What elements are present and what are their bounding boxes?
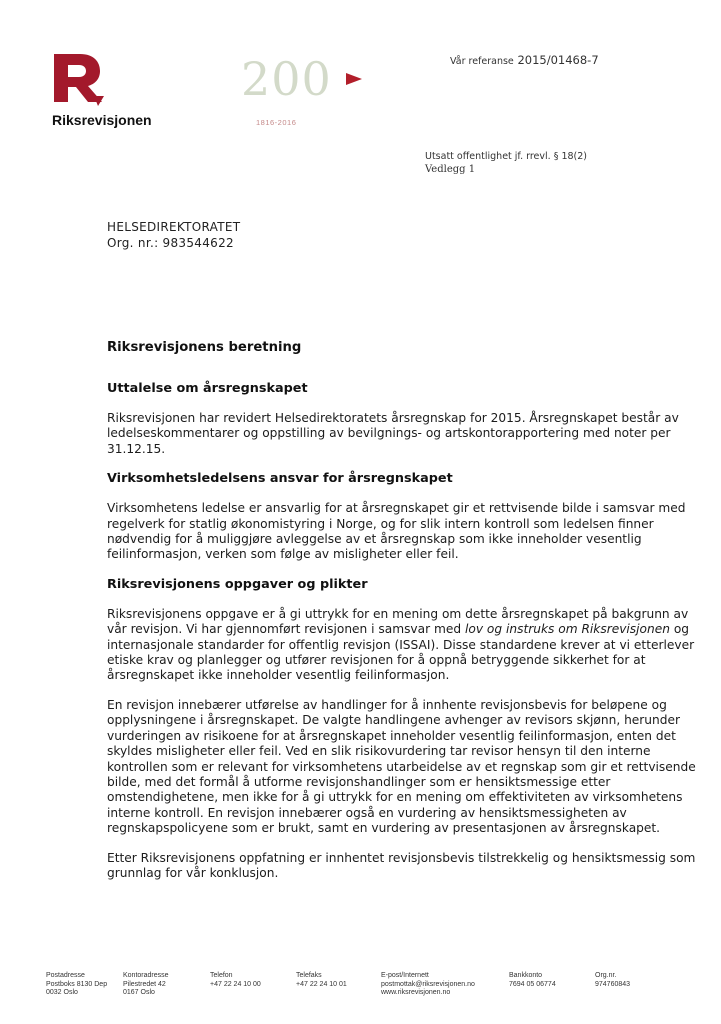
footer-phone-value: +47 22 24 10 00	[210, 980, 261, 988]
section-statement-paragraph: Riksrevisjonen har revidert Helsedirektoratets årsregnskap for 2015. Årsregnskapet består av ledelseskommentarer og oppstilling av bevilgnings- og artskontorapportering med noter per 31.12.15.	[107, 411, 679, 456]
footer-postal-label: Postadresse	[46, 972, 85, 979]
footer-org-label: Org.nr.	[595, 972, 617, 979]
anniversary-number: 200	[241, 52, 332, 106]
footer-org-value: 974760843	[595, 980, 631, 988]
recipient-org-number: Org. nr.: 983544622	[107, 236, 234, 250]
section-duties-paragraph-3: Etter Riksrevisjonens oppfatning er innhentet revisjonsbevis tilstrekkelig og hensiktsmessig som grunnlag for vår konklusjon.	[107, 850, 696, 880]
reference	[450, 53, 599, 67]
footer-postal-line2: 0032 Oslo	[46, 989, 78, 997]
document-title: Riksrevisjonens beretning	[107, 340, 302, 355]
section-heading-management: Virksomhetsledelsens ansvar for årsregnskapet	[107, 471, 453, 487]
section-duties-paragraph-1	[107, 607, 697, 684]
footer-fax-value: +47 22 24 10 01	[296, 980, 347, 988]
footer-phone	[210, 972, 261, 989]
logo-wordmark: Riksrevisjonen	[52, 112, 152, 128]
reference-value: 2015/01468-7	[517, 53, 599, 67]
section-heading-statement: Uttalelse om årsregnskapet	[107, 381, 308, 396]
duties-text-a: Riksrevisjonens oppgave er å gi uttrykk for en mening om dette årsregnskapet på bakgrunn av vår revisjon. Vi har gjennomført revisjonen i samsvar med	[107, 606, 689, 637]
section-duties-paragraph-2: En revisjon innebærer utførelse av handlinger for å innhente revisjonsbevis for beløpene og opplysningene i årsregnskapet. De valgte handlingene avhenger av revisors skjønn, herunder vurderingen av risikoene for at årsregnskapet inneholder vesentlig feilinformasjon, enten det skyldes misligheter eller feil. Ved en slik risikovurdering tar revisor hensyn til den interne kontrollen som er relevant for virksomhetens utarbeidelse av et regnskap som gir et rettvisende bilde, med det formål å utforme revisjonshandlinger som er hensiktsmessige etter omstendighetene, men ikke for å gi uttrykk for en mening om effektiviteten av virksomhetens interne kontroll. En revisjon innebærer også en vurdering av hensiktsmessigheten av regnskapspolicyene som er brukt, samt en vurdering av presentasjonen av årsregnskapet.	[107, 697, 696, 836]
duties-law-reference: lov og instruks om Riksrevisjonen	[464, 622, 670, 637]
anniversary-years: 1816-2016	[256, 118, 297, 127]
footer-email	[381, 972, 475, 998]
footer-office-line1: Pilestredet 42	[123, 980, 166, 988]
footer-email-label: E-post/Internett	[381, 972, 429, 979]
footer-web-value[interactable]: www.riksrevisjonen.no	[381, 989, 451, 997]
footer-fax-label: Telefaks	[296, 972, 322, 979]
duties-text-b: og internasjonale standarder for offentlig revisjon (ISSAI). Disse standardene krever at vi etterlever etiske krav og planlegger og utfører revisjonen for å oppnå betryggende sikkerhet for at årsregnskapet ikke inneholder vesentlig feilinformasjon.	[107, 622, 695, 683]
footer-bank	[509, 972, 556, 989]
footer-office-line2: 0167 Oslo	[123, 989, 155, 997]
footer-office	[123, 972, 169, 998]
section-heading-duties: Riksrevisjonens oppgaver og plikter	[107, 576, 368, 592]
exemption-note: Utsatt offentlighet jf. rrevl. § 18(2)	[425, 151, 588, 162]
footer-bank-value: 7694 05 06774	[509, 980, 556, 988]
letter-body	[107, 340, 697, 895]
footer-org	[595, 972, 630, 989]
footer-office-label: Kontoradresse	[123, 972, 169, 979]
footer-bank-label: Bankkonto	[509, 972, 543, 979]
reference-label: Vår referanse	[450, 56, 514, 67]
footer-email-value[interactable]: postmottak@riksrevisjonen.no	[381, 980, 475, 988]
anniversary-flag-icon	[346, 73, 362, 85]
letter-footer	[46, 972, 686, 1004]
footer-phone-label: Telefon	[210, 972, 233, 979]
section-management-paragraph: Virksomhetens ledelse er ansvarlig for at årsregnskapet gir et rettvisende bilde i samsvar med regelverk for statlig økonomistyring i Norge, og for slik intern kontroll som ledelsen finner nødvendig for å muliggjøre avleggelse av et årsregnskap som ikke inneholder vesentlig feilinformasjon, verken som følge av misligheter eller feil.	[107, 501, 686, 562]
riksrevisjonen-logo-icon	[50, 50, 106, 106]
footer-postal-line1: Postboks 8130 Dep	[46, 980, 108, 988]
footer-postal	[46, 972, 107, 998]
attachment-note: Vedlegg 1	[425, 164, 476, 175]
recipient-name: HELSEDIREKTORATET	[107, 220, 241, 234]
footer-fax	[296, 972, 347, 989]
